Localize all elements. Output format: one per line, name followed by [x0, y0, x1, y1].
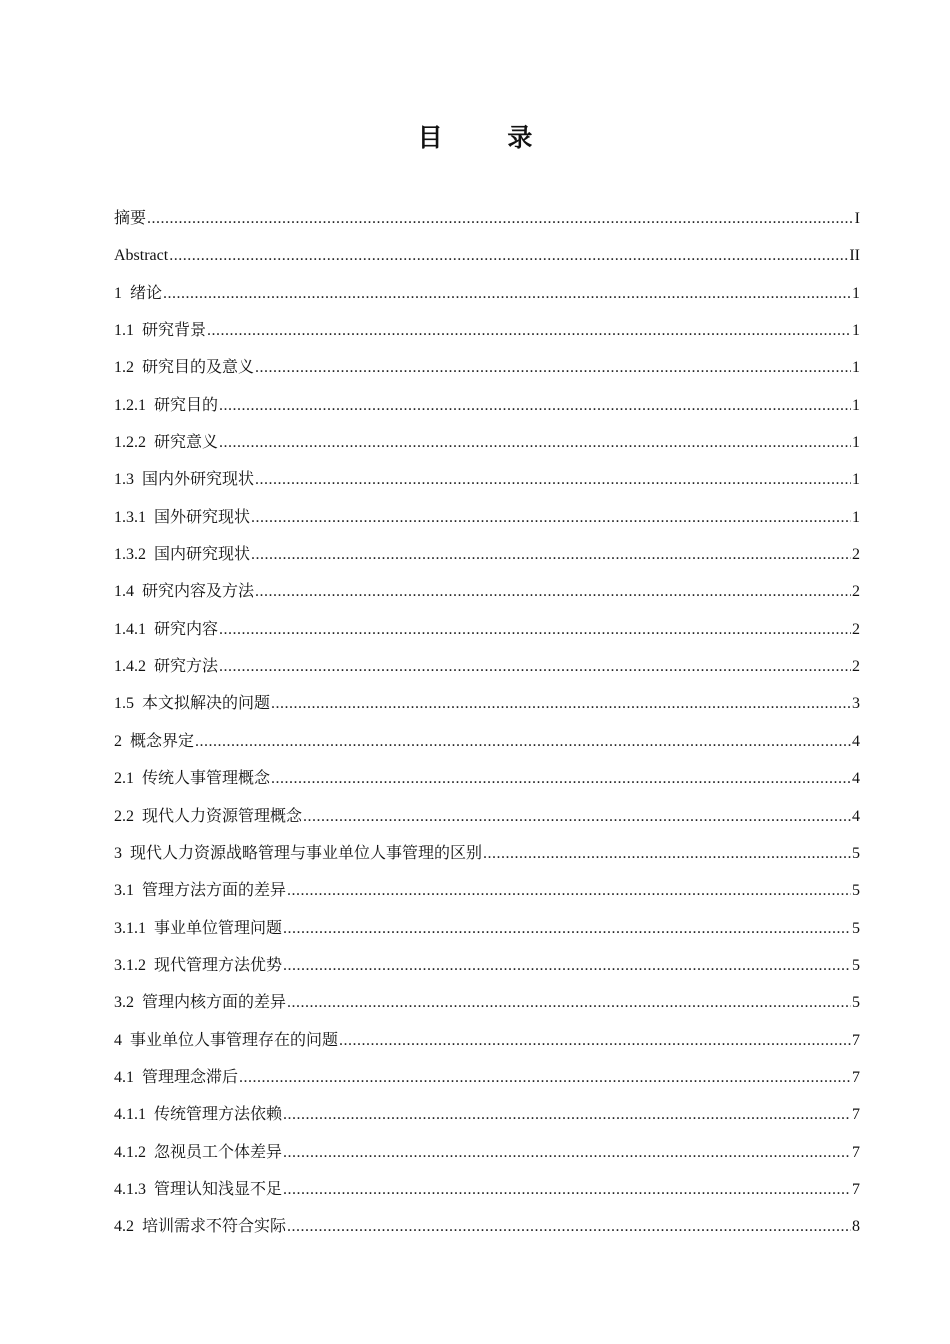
toc-entry-label: 1.5 本文拟解决的问题: [114, 695, 271, 713]
toc-entry[interactable]: [114, 723, 860, 760]
toc-dot-leader: [169, 237, 848, 274]
toc-dot-leader: [147, 200, 854, 237]
toc-entry-label: 1.4.2 研究方法: [114, 658, 219, 676]
toc-entry-page-number: 4: [852, 732, 860, 750]
toc-entry-label: 3.1.2 现代管理方法优势: [114, 956, 283, 974]
toc-entry-label: 2 概念界定: [114, 732, 195, 750]
toc-entry[interactable]: [114, 573, 860, 610]
toc-entry-label: 4.1.1 传统管理方法依赖: [114, 1106, 283, 1124]
toc-dot-leader: [251, 499, 851, 536]
toc-entry-label: 2.2 现代人力资源管理概念: [114, 807, 303, 825]
toc-entry-page-number: 1: [852, 322, 860, 340]
toc-entry-label: 4.1.2 忽视员工个体差异: [114, 1143, 283, 1161]
toc-entry[interactable]: [114, 1171, 860, 1208]
toc-entry[interactable]: [114, 872, 860, 909]
toc-entry[interactable]: [114, 760, 860, 797]
toc-entry[interactable]: [114, 1096, 860, 1133]
toc-dot-leader: [251, 536, 851, 573]
toc-entry-page-number: 7: [852, 1068, 860, 1086]
toc-entry[interactable]: [114, 461, 860, 498]
toc-entry[interactable]: [114, 237, 860, 274]
toc-entry-page-number: 7: [852, 1031, 860, 1049]
toc-entry-label: 1.4.1 研究内容: [114, 620, 219, 638]
toc-entry-page-number: I: [854, 210, 860, 227]
toc-dot-leader: [283, 1096, 851, 1133]
toc-entry[interactable]: [114, 648, 860, 685]
toc-entry-label: 摘要: [114, 210, 147, 227]
toc-entry-page-number: 1: [852, 396, 860, 414]
toc-dot-leader: [195, 723, 851, 760]
toc-entry-label: 1.1 研究背景: [114, 322, 207, 340]
toc-dot-leader: [255, 349, 851, 386]
toc-entry[interactable]: [114, 536, 860, 573]
toc-entry[interactable]: [114, 685, 860, 722]
toc-entry-page-number: 1: [852, 284, 860, 302]
toc-entry-label: 4.2 培训需求不符合实际: [114, 1218, 287, 1236]
toc-dot-leader: [271, 760, 851, 797]
toc-dot-leader: [219, 648, 851, 685]
toc-entry[interactable]: [114, 275, 860, 312]
toc-entry[interactable]: [114, 200, 860, 237]
toc-entry[interactable]: [114, 499, 860, 536]
toc-entry-label: 2.1 传统人事管理概念: [114, 770, 271, 788]
toc-entry-page-number: II: [849, 247, 860, 265]
toc-entry-label: 1.3 国内外研究现状: [114, 471, 255, 489]
toc-dot-leader: [283, 910, 851, 947]
toc-dot-leader: [303, 798, 851, 835]
toc-dot-leader: [283, 947, 851, 984]
toc-entry-page-number: 5: [852, 994, 860, 1012]
toc-entry-label: 1.4 研究内容及方法: [114, 583, 255, 601]
toc-entry[interactable]: [114, 1059, 860, 1096]
toc-entry-label: 4.1 管理理念滞后: [114, 1068, 239, 1086]
toc-entry[interactable]: [114, 1134, 860, 1171]
toc-title: 目 录: [417, 123, 561, 152]
toc-dot-leader: [239, 1059, 851, 1096]
toc-entry[interactable]: [114, 424, 860, 461]
toc-entry-page-number: 3: [852, 695, 860, 713]
toc-entry-label: 3.2 管理内核方面的差异: [114, 994, 287, 1012]
toc-entry-label: 1.2.1 研究目的: [114, 396, 219, 414]
toc-entry-page-number: 7: [852, 1106, 860, 1124]
toc-entry-page-number: 8: [852, 1218, 860, 1236]
toc-dot-leader: [163, 275, 851, 312]
toc-entry-label: 1.3.1 国外研究现状: [114, 508, 251, 526]
toc-entry-page-number: 5: [852, 919, 860, 937]
toc-entry-page-number: 2: [852, 658, 860, 676]
table-of-contents: [114, 200, 860, 1246]
toc-entry[interactable]: [114, 798, 860, 835]
toc-entry-label: 1.3.2 国内研究现状: [114, 546, 251, 564]
toc-entry[interactable]: [114, 349, 860, 386]
toc-dot-leader: [287, 984, 851, 1021]
toc-entry[interactable]: [114, 984, 860, 1021]
toc-entry-page-number: 4: [852, 807, 860, 825]
toc-entry-label: 4 事业单位人事管理存在的问题: [114, 1031, 339, 1049]
toc-entry-page-number: 2: [852, 620, 860, 638]
toc-entry-label: 1.2 研究目的及意义: [114, 359, 255, 377]
toc-dot-leader: [219, 611, 851, 648]
toc-dot-leader: [283, 1134, 851, 1171]
toc-dot-leader: [255, 461, 851, 498]
toc-dot-leader: [483, 835, 851, 872]
toc-dot-leader: [219, 424, 851, 461]
toc-entry-page-number: 7: [852, 1180, 860, 1198]
toc-entry-page-number: 2: [852, 583, 860, 601]
toc-entry-label: 1.2.2 研究意义: [114, 434, 219, 452]
toc-entry-page-number: 1: [852, 471, 860, 489]
toc-entry-label: Abstract: [114, 247, 169, 265]
toc-entry-page-number: 5: [852, 882, 860, 900]
toc-dot-leader: [219, 387, 851, 424]
toc-entry-page-number: 4: [852, 770, 860, 788]
toc-entry[interactable]: [114, 312, 860, 349]
toc-entry-page-number: 1: [852, 434, 860, 452]
toc-entry-page-number: 2: [852, 546, 860, 564]
toc-entry-page-number: 5: [852, 956, 860, 974]
toc-entry-label: 3 现代人力资源战略管理与事业单位人事管理的区别: [114, 844, 483, 862]
toc-entry[interactable]: [114, 1208, 860, 1245]
toc-entry-label: 3.1.1 事业单位管理问题: [114, 919, 283, 937]
toc-dot-leader: [271, 685, 851, 722]
toc-entry[interactable]: [114, 1022, 860, 1059]
toc-entry[interactable]: [114, 611, 860, 648]
toc-dot-leader: [287, 1208, 851, 1245]
toc-entry-page-number: 1: [852, 359, 860, 377]
toc-entry[interactable]: [114, 910, 860, 947]
toc-entry-label: 3.1 管理方法方面的差异: [114, 882, 287, 900]
toc-entry-label: 4.1.3 管理认知浅显不足: [114, 1180, 283, 1198]
toc-dot-leader: [207, 312, 851, 349]
toc-dot-leader: [339, 1022, 851, 1059]
toc-entry[interactable]: [114, 387, 860, 424]
toc-entry-page-number: 7: [852, 1143, 860, 1161]
toc-entry-label: 1 绪论: [114, 284, 163, 302]
toc-entry[interactable]: [114, 835, 860, 872]
toc-entry[interactable]: [114, 947, 860, 984]
toc-entry-page-number: 5: [852, 844, 860, 862]
toc-entry-page-number: 1: [852, 508, 860, 526]
toc-dot-leader: [255, 573, 851, 610]
toc-dot-leader: [287, 872, 851, 909]
toc-dot-leader: [283, 1171, 851, 1208]
